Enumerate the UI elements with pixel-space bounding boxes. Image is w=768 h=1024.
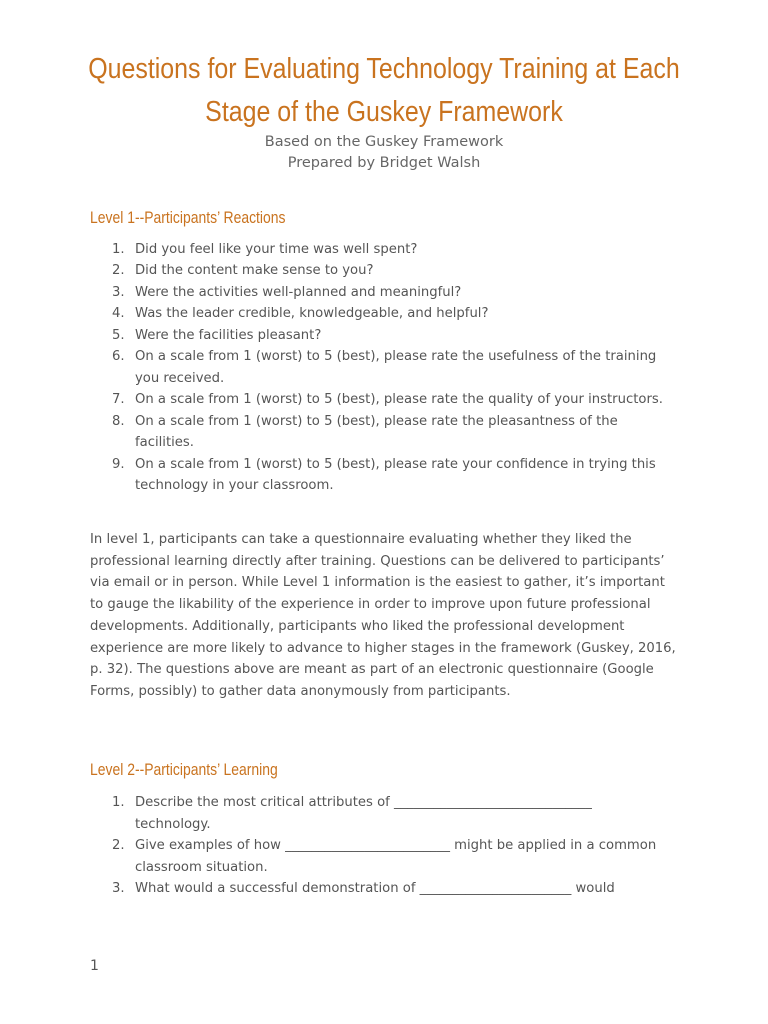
list-item-text: Were the activities well-planned and meaningful? <box>135 284 462 300</box>
level2-question-list <box>0 792 768 900</box>
list-item-number: 2. <box>112 263 125 278</box>
document-subtitle-author: Prepared by Bridget Walsh <box>287 155 481 171</box>
level1-question-list <box>0 242 768 497</box>
list-item <box>0 325 768 347</box>
list-item-number: 1. <box>112 242 125 257</box>
list-item <box>0 792 768 835</box>
list-item-number: 3. <box>112 284 125 300</box>
list-item <box>0 282 768 304</box>
list-item <box>0 878 768 900</box>
list-item-number: 7. <box>112 392 125 407</box>
list-item <box>0 454 768 497</box>
list-item <box>0 835 768 878</box>
list-item <box>0 260 768 282</box>
document-subtitle-framework: Based on the Guskey Framework <box>264 134 504 150</box>
list-item-text: Give examples of how _________________________ might be applied in a common classroom situation. <box>135 838 657 875</box>
list-item-number: 5. <box>112 327 125 343</box>
list-item-text: On a scale from 1 (worst) to 5 (best), please rate your confidence in trying this technology in your classroom. <box>135 456 656 493</box>
list-item-text: On a scale from 1 (worst) to 5 (best), please rate the quality of your instructors. <box>135 392 663 407</box>
list-item-text: What would a successful demonstration of _______________________ would <box>135 881 615 896</box>
list-item-number: 6. <box>112 349 125 364</box>
list-item-text: Did you feel like your time was well spent? <box>135 242 418 257</box>
list-item-text: Describe the most critical attributes of ______________________________ technology. <box>135 795 592 832</box>
list-item-number: 3. <box>112 881 125 896</box>
list-item-text: On a scale from 1 (worst) to 5 (best), please rate the pleasantness of the facilities. <box>135 413 618 450</box>
level1-explanation-paragraph: In level 1, participants can take a questionnaire evaluating whether they liked the professional learning directly after training. Questions can be delivered to participants’ via email or in person. While Level 1 information is the easiest to gather, it’s important to gauge the likability of the experience in order to improve upon future professional developments. Additionally, participants who liked the professional development experience are more likely to advance to higher stages in the framework (Guskey, 2016, p. 32). The questions above are meant as part of an electronic questionnaire (Google Forms, possibly) to gather data anonymously from participants. <box>90 532 676 699</box>
list-item <box>0 303 768 325</box>
list-item <box>0 242 768 258</box>
list-item-number: 9. <box>112 456 125 472</box>
list-item-number: 1. <box>112 795 125 810</box>
list-item-number: 2. <box>112 838 125 853</box>
list-item <box>0 346 768 389</box>
level1-heading: Level 1--Participants’ Reactions <box>90 208 286 227</box>
list-item <box>0 411 768 454</box>
list-item <box>0 389 768 411</box>
document-title: Questions for Evaluating Technology Training at Each Stage of the Guskey Framework <box>88 53 680 128</box>
page-number: 1 <box>90 958 99 974</box>
list-item-text: Was the leader credible, knowledgeable, and helpful? <box>135 306 489 321</box>
list-item-text: Were the facilities pleasant? <box>135 327 322 343</box>
list-item-number: 4. <box>112 306 125 321</box>
list-item-text: Did the content make sense to you? <box>135 263 374 278</box>
list-item-text: On a scale from 1 (worst) to 5 (best), please rate the usefulness of the training you received. <box>135 349 657 386</box>
level2-heading: Level 2--Participants’ Learning <box>90 760 278 779</box>
list-item-number: 8. <box>112 413 125 429</box>
